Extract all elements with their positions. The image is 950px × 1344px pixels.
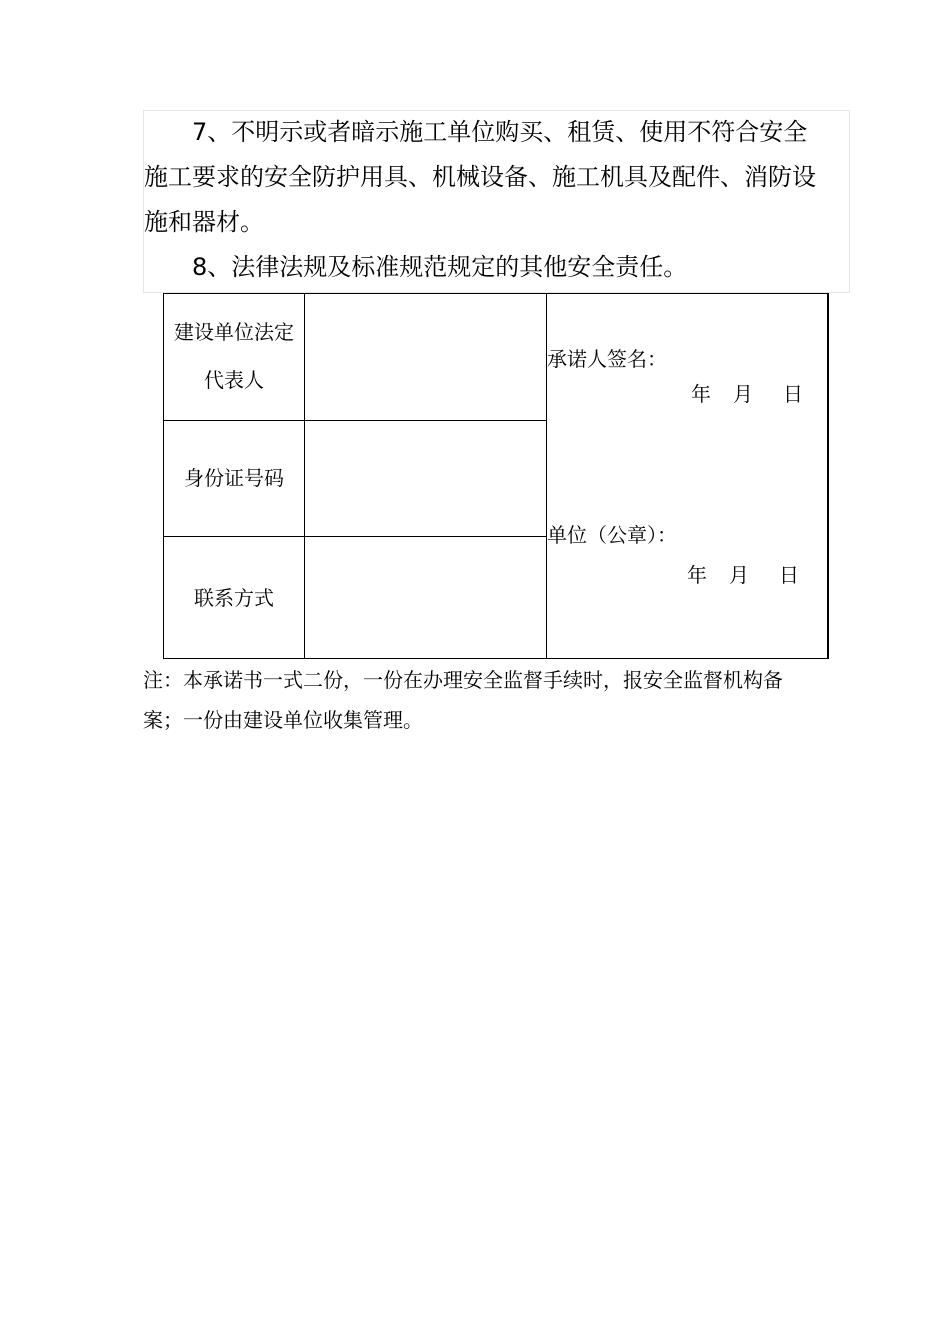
clause-7	[144, 110, 816, 245]
legal-representative-label-line-1: 建设单位法定	[174, 320, 294, 344]
signature-date-day: 日	[783, 382, 803, 406]
id-number-field[interactable]	[305, 421, 546, 536]
seal-date	[687, 563, 799, 587]
signature-label: 承诺人签名：	[547, 347, 667, 371]
clause-7-line-3: 施和器材。	[144, 208, 264, 236]
signature-date	[691, 382, 803, 406]
clause-8: 8、法律法规及标准规范规定的其他安全责任。	[192, 253, 688, 281]
clauses-block	[143, 110, 850, 293]
legal-representative-label-line-2: 代表人	[204, 368, 264, 392]
footnote-line-1: 注：本承诺书一式二份，一份在办理安全监督手续时，报安全监督机构备	[143, 668, 783, 692]
seal-label: 单位（公章）：	[547, 523, 677, 547]
contact-field[interactable]	[305, 537, 546, 659]
legal-representative-label	[164, 300, 304, 412]
footnote-line-2: 案；一份由建设单位收集管理。	[143, 708, 423, 732]
seal-date-year: 年	[687, 563, 707, 587]
seal-date-month: 月	[729, 563, 749, 587]
signature-date-month: 月	[733, 382, 753, 406]
id-number-label: 身份证号码	[184, 466, 284, 490]
footnote	[143, 660, 853, 740]
seal-date-day: 日	[779, 563, 799, 587]
pledge-form-table	[163, 293, 829, 659]
signature-date-year: 年	[691, 382, 711, 406]
clause-7-line-2: 施工要求的安全防护用具、机械设备、施工机具及配件、消防设	[144, 163, 816, 191]
clause-7-line-1: 7、不明示或者暗示施工单位购买、租赁、使用不符合安全	[192, 118, 808, 146]
contact-label: 联系方式	[194, 585, 274, 610]
legal-representative-field[interactable]	[305, 294, 546, 420]
